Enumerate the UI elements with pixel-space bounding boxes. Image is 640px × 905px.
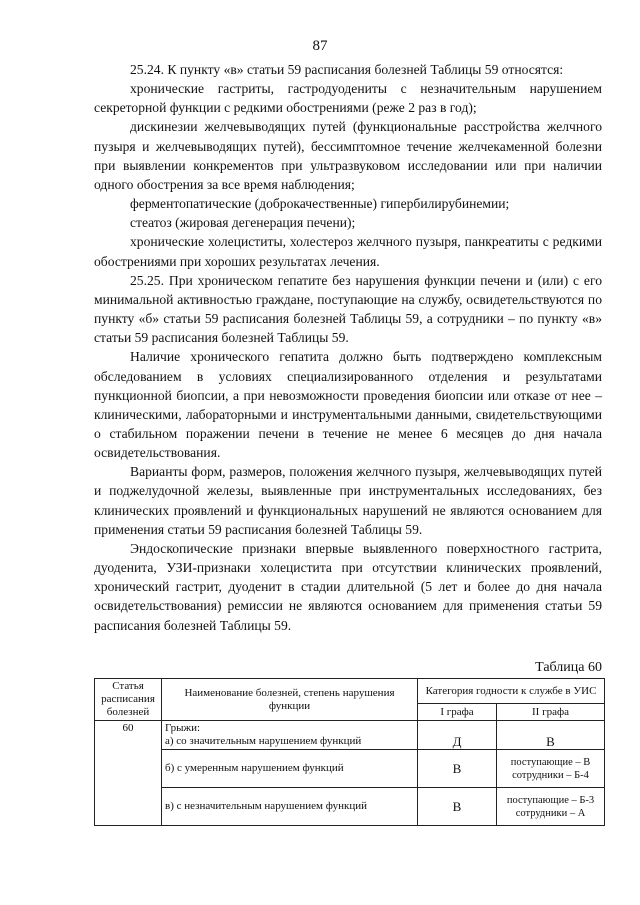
disease-cell (162, 721, 418, 750)
paragraph: хронические холециститы, холестероз желчного пузыря, панкреатиты с редкими обострениями при хороших результатах лечения. (94, 234, 602, 269)
grade-column-2: В (497, 721, 605, 750)
disease-item: в) с незначительным нарушением функций (162, 788, 418, 826)
paragraph: 25.24. К пункту «в» статьи 59 расписания болезней Таблицы 59 относятся: (130, 62, 564, 77)
paragraph: Эндоскопические признаки впервые выявленного поверхностного гастрита, дуоденита, УЗИ-признаки холецистита при отсутствии клинических проявлений, хронический гастрит, дуоденит в стадии длительной (5 лет и более до дня начала освидетельствования) ремиссии не являются основанием для применения статьи 59 расписания болезней Таблицы 59. (94, 540, 602, 633)
header-column-2: II графа (497, 704, 605, 721)
table-60 (94, 678, 605, 826)
grade-column-1: В (418, 750, 497, 788)
grade-line: сотрудники – Б-4 (512, 769, 589, 781)
paragraph: дискинезии желчевыводящих путей (функциональные расстройства желчного пузыря и желчевыводящих путей), бессимптомное течение желчекаменной болезни при выявлении конкрементов при ультразвуковом исследовании или при наличии одного обострения за все время наблюдения; (94, 119, 602, 192)
disease-item: б) с умеренным нарушением функций (162, 750, 418, 788)
table-row (95, 750, 605, 788)
paragraph: 25.25. При хроническом гепатите без нарушения функции печени и (или) с его минимальной активностью граждане, поступающие на службу, освидетельствуются по пункту «б» статьи 59 расписания болезней Таблицы 59, а сотрудники – по пункту «в» статьи 59 расписания болезней Таблицы 59. (94, 272, 602, 346)
grade-line: сотрудники – А (515, 807, 586, 819)
body-text (94, 60, 602, 635)
table-header-row (95, 679, 605, 704)
page-number: 87 (312, 38, 328, 54)
header-category: Категория годности к службе в УИС (418, 679, 605, 704)
paragraph: Наличие хронического гепатита должно быть подтверждено комплексным обследованием в условиях специализированного отделения и результатами пункционной биопсии, а при невозможности проведения биопсии или отказе от нее – клиническими, лабораторными и инструментальными данными, свидетельствующими о стабильном поражении печени в течение не менее 6 месяцев до дня начала освидетельствования. (94, 349, 602, 461)
table-row (95, 788, 605, 826)
grade-line: поступающие – Б-3 (506, 794, 595, 806)
grade-column-2 (497, 750, 605, 788)
grade-line: поступающие – В (510, 756, 591, 768)
header-article: Статья расписания болезней (95, 679, 162, 721)
table-caption: Таблица 60 (535, 660, 602, 675)
article-number: 60 (95, 721, 162, 826)
paragraph: стеатоз (жировая дегенерация печени); (130, 215, 356, 231)
paragraph: хронические гастриты, гастродуодениты с незначительным нарушением секреторной функции с редкими обострениями (реже 2 раз в год); (94, 81, 602, 116)
header-disease-name: Наименование болезней, степень нарушения функции (162, 679, 418, 721)
grade-column-1: В (418, 788, 497, 826)
disease-title: Грыжи: (165, 722, 201, 734)
paragraph: Варианты форм, размеров, положения желчного пузыря, желчевыводящих путей и поджелудочной железы, выявленные при инструментальных исследованиях, без клинических проявлений и функциональных нарушений не являются основанием для применения статьи 59 расписания болезней Таблицы 59. (94, 464, 602, 537)
grade-column-1: Д (418, 721, 497, 750)
table-row (95, 721, 605, 750)
grade-column-2 (497, 788, 605, 826)
disease-item: а) со значительным нарушением функций (165, 735, 362, 747)
header-column-1: I графа (418, 704, 497, 721)
paragraph: ферментопатические (доброкачественные) гипербилирубинемии; (130, 196, 510, 212)
